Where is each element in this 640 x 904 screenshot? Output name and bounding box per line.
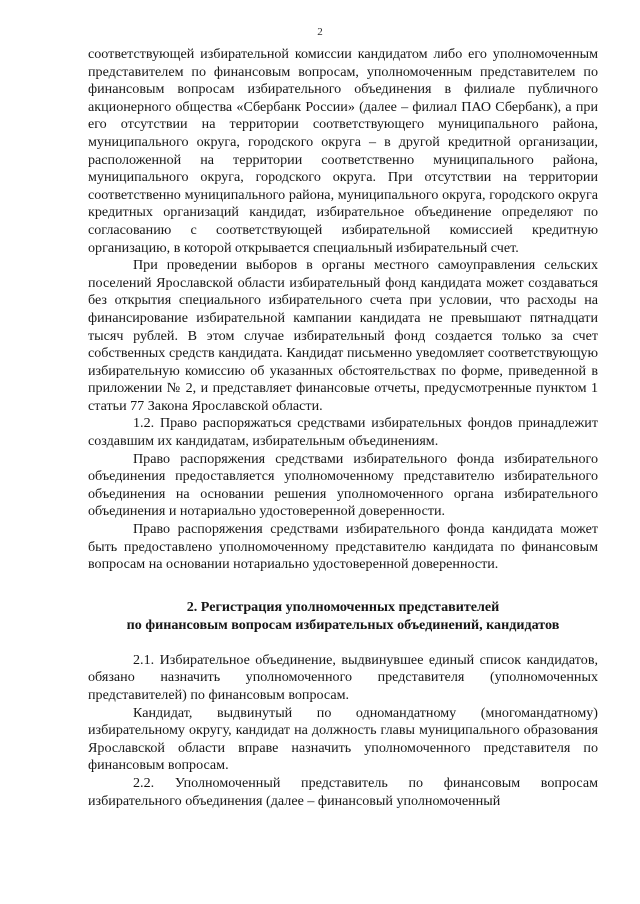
page-number: 2 (317, 26, 323, 38)
paragraph-2-1-party-obligation: 2.1. Избирательное объединение, выдвинувшее единый список кандидатов, обязано назначить уполномоченного представителя (уполномоченных представителей) по финансовым вопросам. (88, 651, 598, 703)
section-heading-line-1: 2. Регистрация уполномоченных представителей (186, 598, 500, 615)
paragraph-bank-account: соответствующей избирательной комиссии кандидатом либо его уполномоченным представителем по финансовым вопросам, уполномоченным представителем по финансовым вопросам избирательного объединения в филиале публичного акционерного общества «Сбербанк России» (далее – филиал ПАО Сбербанк), а при его отсутствии на территории соответствующего муниципального района, муниципального округа, городского округа – в другой кредитной организации, расположенной на территории соответственно муниципального района, муниципального округа, городского округа. При отсутствии на территории соответственно муниципального района, муниципального округа, городского округа кредитных организаций кандидат, избирательное объединение определяют по согласованию с соответствующей избирательной комиссией кредитную организацию, в которой открывается специальный избирательный счет. (88, 46, 598, 256)
paragraph-candidate-right: Кандидат, выдвинутый по одномандатному (многомандатному) избирательному округу, кандидат на должность главы муниципального образования Ярославской области вправе назначить уполномоченного представителя по финансовым вопросам. (88, 704, 598, 774)
section-heading-line-2: по финансовым вопросам избирательных объединений, кандидатов (126, 616, 560, 633)
document-body (88, 46, 598, 810)
section-heading (88, 598, 598, 634)
paragraph-candidate-representative: Право распоряжения средствами избирательного фонда кандидата может быть предоставлено уполномоченному представителю кандидата по финансовым вопросам на основании нотариально удостоверенной доверенности. (88, 521, 598, 573)
paragraph-1-2-right-to-dispose: 1.2. Право распоряжаться средствами избирательных фондов принадлежит создавшим их кандидатам, избирательным объединениям. (88, 415, 598, 450)
paragraph-rural-settlements: При проведении выборов в органы местного самоуправления сельских поселений Ярославской области избирательный фонд кандидата может создаваться без открытия специального избирательного счета при условии, что расходы на финансирование избирательной кампании кандидата не превышают пятнадцати тысяч рублей. В этом случае избирательный фонд создается только за счет собственных средств кандидата. Кандидат письменно уведомляет соответствующую избирательную комиссию об указанных обстоятельствах по форме, приведенной в приложении № 2, и представляет финансовые отчеты, предусмотренные пунктом 1 статьи 77 Закона Ярославской области. (88, 257, 598, 414)
paragraph-2-2-representative: 2.2. Уполномоченный представитель по финансовым вопросам избирательного объединения (далее – финансовый уполномоченный (88, 774, 598, 809)
paragraph-party-representative: Право распоряжения средствами избирательного фонда избирательного объединения предоставляется уполномоченному представителю избирательного объединения на основании решения уполномоченного органа избирательного объединения и нотариально удостоверенной доверенности. (88, 450, 598, 520)
